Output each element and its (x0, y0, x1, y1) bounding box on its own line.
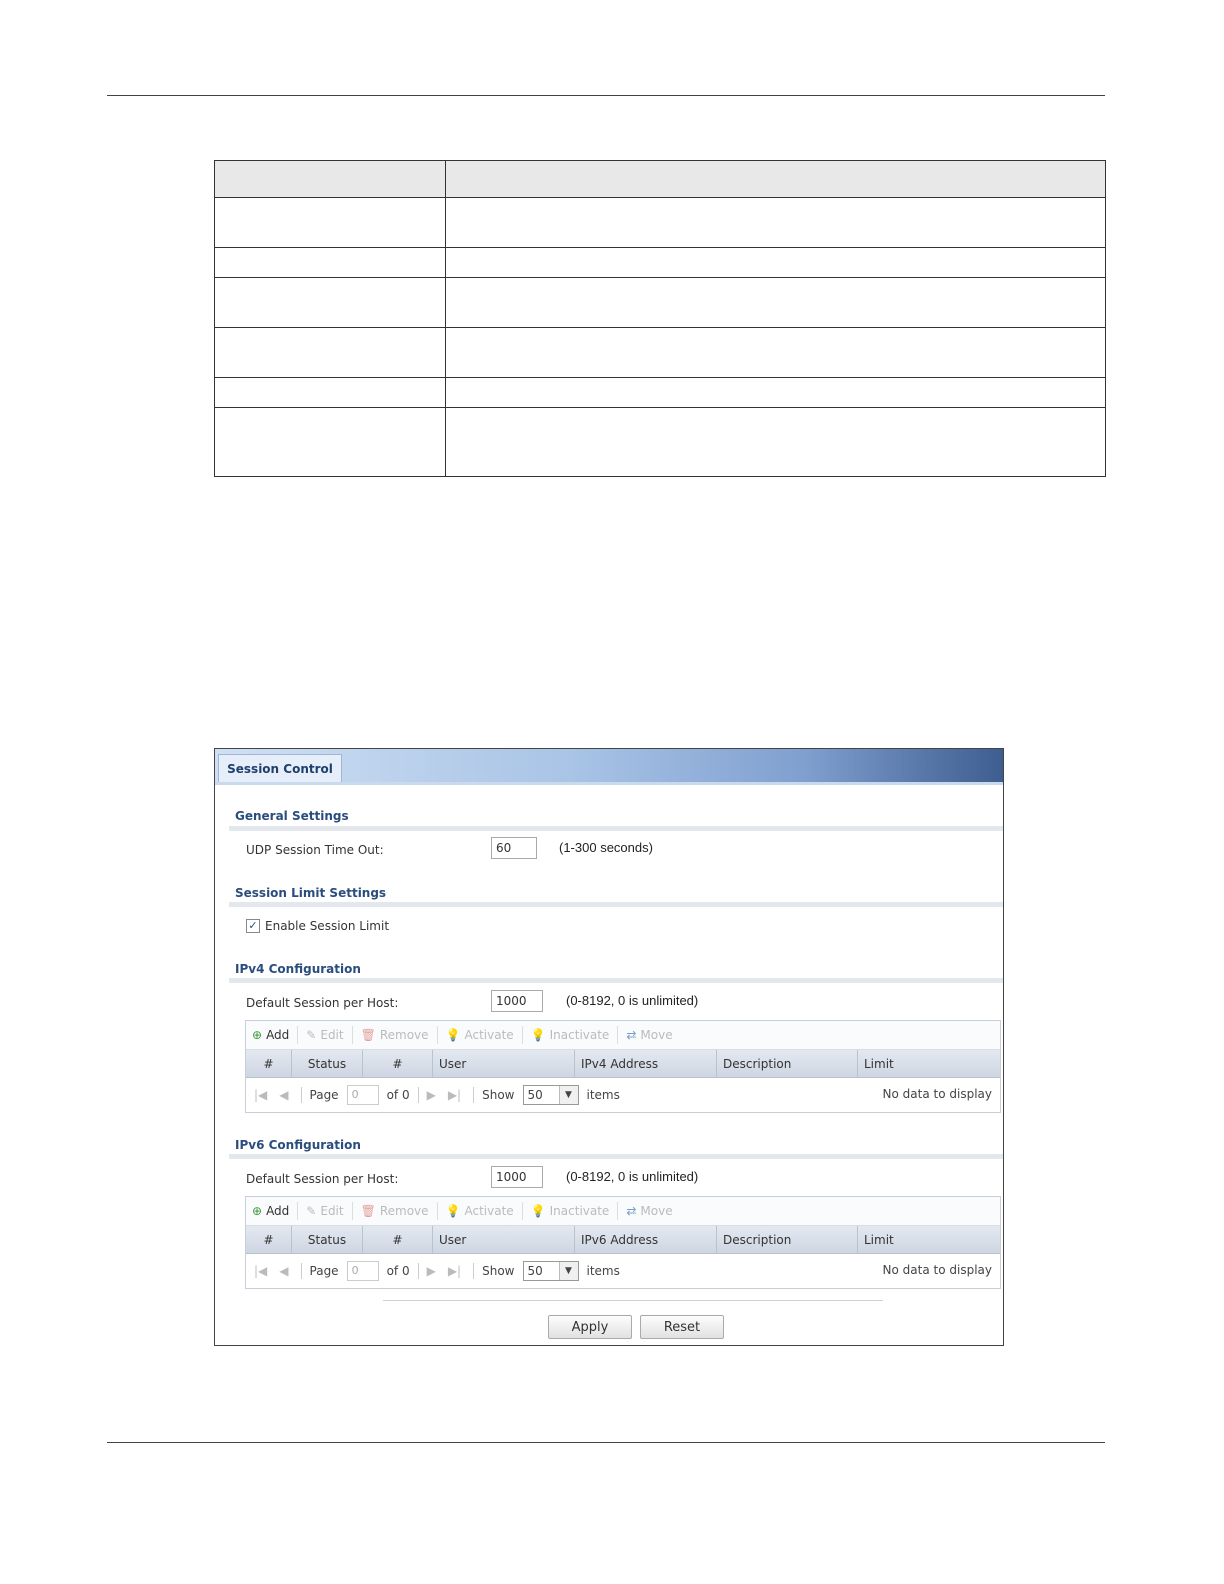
lightbulb-icon: 💡 (445, 1204, 461, 1218)
col-index[interactable]: # (246, 1050, 292, 1077)
ipv4-default-session-label: Default Session per Host: (246, 996, 399, 1010)
header-rule (107, 95, 1105, 96)
table-cell (215, 328, 446, 378)
toolbar-separator (617, 1202, 618, 1220)
table-cell (215, 408, 446, 477)
inactivate-button[interactable]: 💡 Inactivate (530, 1204, 610, 1218)
table-cell (446, 278, 1106, 328)
toolbar-separator (352, 1026, 353, 1044)
move-button[interactable]: ⇄ Move (626, 1028, 673, 1042)
tab-bar (215, 749, 1003, 785)
reset-button[interactable]: Reset (640, 1315, 724, 1339)
move-icon: ⇄ (626, 1028, 637, 1042)
footer-rule (107, 1442, 1105, 1443)
pager-separator (418, 1087, 419, 1103)
enable-session-limit-checkbox[interactable]: ✓ (246, 919, 260, 933)
items-per-page-select[interactable]: 50 ▼ (523, 1085, 579, 1105)
ipv6-session-grid (245, 1196, 1001, 1289)
remove-button[interactable]: 🗑 Remove (360, 1204, 429, 1218)
page-count: of 0 (386, 1088, 410, 1102)
next-page-icon[interactable]: ▶ (426, 1088, 436, 1102)
ipv4-session-grid (245, 1020, 1001, 1113)
col-limit[interactable]: Limit (864, 1056, 894, 1071)
table-cell (215, 278, 446, 328)
activate-button[interactable]: 💡 Activate (445, 1204, 514, 1218)
col-limit[interactable]: Limit (864, 1232, 894, 1247)
col-description[interactable]: Description (717, 1050, 858, 1077)
items-per-page-select[interactable]: 50 ▼ (523, 1261, 579, 1281)
ipv4-config-title: IPv4 Configuration (235, 962, 361, 976)
edit-icon: ✎ (306, 1028, 317, 1042)
first-page-icon[interactable]: |◀ (254, 1264, 268, 1278)
section-divider (229, 826, 1003, 831)
ipv4-table-header (246, 1050, 1000, 1078)
chevron-down-icon: ▼ (559, 1262, 578, 1280)
page-label: Page (309, 1264, 339, 1278)
page-input[interactable]: 0 (347, 1085, 379, 1105)
add-icon: ⊕ (252, 1028, 263, 1042)
add-button[interactable]: ⊕ Add (252, 1028, 290, 1042)
prev-page-icon[interactable]: ◀ (279, 1088, 289, 1102)
section-divider (229, 1154, 1003, 1159)
document-table (214, 160, 1106, 477)
ipv4-toolbar (246, 1021, 1000, 1050)
ipv4-default-session-input[interactable]: 1000 (491, 990, 543, 1012)
table-cell (446, 408, 1106, 477)
col-number[interactable]: # (363, 1050, 433, 1077)
general-settings-title: General Settings (235, 809, 349, 823)
edit-button[interactable]: ✎ Edit (306, 1204, 344, 1218)
toolbar-separator (297, 1202, 298, 1220)
ipv6-default-session-label: Default Session per Host: (246, 1172, 399, 1186)
udp-timeout-label: UDP Session Time Out: (246, 843, 384, 857)
table-cell (446, 248, 1106, 278)
buttons-divider (383, 1300, 883, 1301)
toolbar-separator (522, 1202, 523, 1220)
remove-button[interactable]: 🗑 Remove (360, 1028, 429, 1042)
toolbar-separator (522, 1026, 523, 1044)
next-page-icon[interactable]: ▶ (426, 1264, 436, 1278)
table-cell (446, 198, 1106, 248)
toolbar-separator (617, 1026, 618, 1044)
ipv6-config-title: IPv6 Configuration (235, 1138, 361, 1152)
pager-separator (473, 1263, 474, 1279)
show-label: Show (482, 1264, 515, 1278)
first-page-icon[interactable]: |◀ (254, 1088, 268, 1102)
table-cell (215, 248, 446, 278)
edit-button[interactable]: ✎ Edit (306, 1028, 344, 1042)
pager-separator (418, 1263, 419, 1279)
edit-icon: ✎ (306, 1204, 317, 1218)
lightbulb-icon: 💡 (445, 1028, 461, 1042)
section-divider (229, 902, 1003, 907)
col-status[interactable]: Status (292, 1226, 363, 1253)
table-header-cell (215, 161, 446, 198)
page-count: of 0 (386, 1264, 410, 1278)
session-limit-title: Session Limit Settings (235, 886, 387, 900)
move-icon: ⇄ (626, 1204, 637, 1218)
show-label: Show (482, 1088, 515, 1102)
lightbulb-off-icon: 💡 (530, 1028, 546, 1042)
activate-button[interactable]: 💡 Activate (445, 1028, 514, 1042)
lightbulb-off-icon: 💡 (530, 1204, 546, 1218)
add-icon: ⊕ (252, 1204, 263, 1218)
ipv6-pager (246, 1254, 1000, 1288)
pager-separator (301, 1087, 302, 1103)
toolbar-separator (437, 1026, 438, 1044)
ipv6-default-session-hint: (0-8192, 0 is unlimited) (566, 1169, 699, 1184)
ipv6-table-header (246, 1226, 1000, 1254)
ipv4-pager (246, 1078, 1000, 1112)
prev-page-icon[interactable]: ◀ (279, 1264, 289, 1278)
enable-session-limit-label: Enable Session Limit (265, 919, 390, 933)
table-cell (215, 378, 446, 408)
apply-button[interactable]: Apply (548, 1315, 632, 1339)
col-ipv4-address[interactable]: IPv4 Address (575, 1050, 717, 1077)
col-description[interactable]: Description (717, 1226, 858, 1253)
add-button[interactable]: ⊕ Add (252, 1204, 290, 1218)
last-page-icon[interactable]: ▶| (447, 1088, 462, 1102)
table-header-cell (446, 161, 1106, 198)
inactivate-button[interactable]: 💡 Inactivate (530, 1028, 610, 1042)
pager-separator (301, 1263, 302, 1279)
move-button[interactable]: ⇄ Move (626, 1204, 673, 1218)
col-number[interactable]: # (363, 1226, 433, 1253)
col-user[interactable]: User (433, 1050, 575, 1077)
col-index[interactable]: # (246, 1226, 292, 1253)
col-status[interactable]: Status (292, 1050, 363, 1077)
udp-timeout-input[interactable]: 60 (491, 837, 537, 859)
items-label: items (586, 1088, 620, 1102)
page-input[interactable]: 0 (347, 1261, 379, 1281)
ipv6-default-session-input[interactable]: 1000 (491, 1166, 543, 1188)
trash-icon: 🗑 (360, 1204, 376, 1218)
pager-separator (473, 1087, 474, 1103)
page-label: Page (309, 1088, 339, 1102)
table-cell (446, 378, 1106, 408)
table-cell (446, 328, 1106, 378)
toolbar-separator (352, 1202, 353, 1220)
no-data-message: No data to display (882, 1263, 992, 1277)
toolbar-separator (437, 1202, 438, 1220)
no-data-message: No data to display (882, 1087, 992, 1101)
chevron-down-icon: ▼ (559, 1086, 578, 1104)
last-page-icon[interactable]: ▶| (447, 1264, 462, 1278)
udp-timeout-hint: (1-300 seconds) (559, 840, 653, 855)
table-cell (215, 198, 446, 248)
items-label: items (586, 1264, 620, 1278)
section-divider (229, 978, 1003, 983)
ipv4-default-session-hint: (0-8192, 0 is unlimited) (566, 993, 699, 1008)
trash-icon: 🗑 (360, 1028, 376, 1042)
col-ipv6-address[interactable]: IPv6 Address (575, 1226, 717, 1253)
col-user[interactable]: User (433, 1226, 575, 1253)
session-control-panel (214, 748, 1004, 1346)
tab-session-control[interactable]: Session Control (218, 754, 342, 782)
toolbar-separator (297, 1026, 298, 1044)
ipv6-toolbar (246, 1197, 1000, 1226)
